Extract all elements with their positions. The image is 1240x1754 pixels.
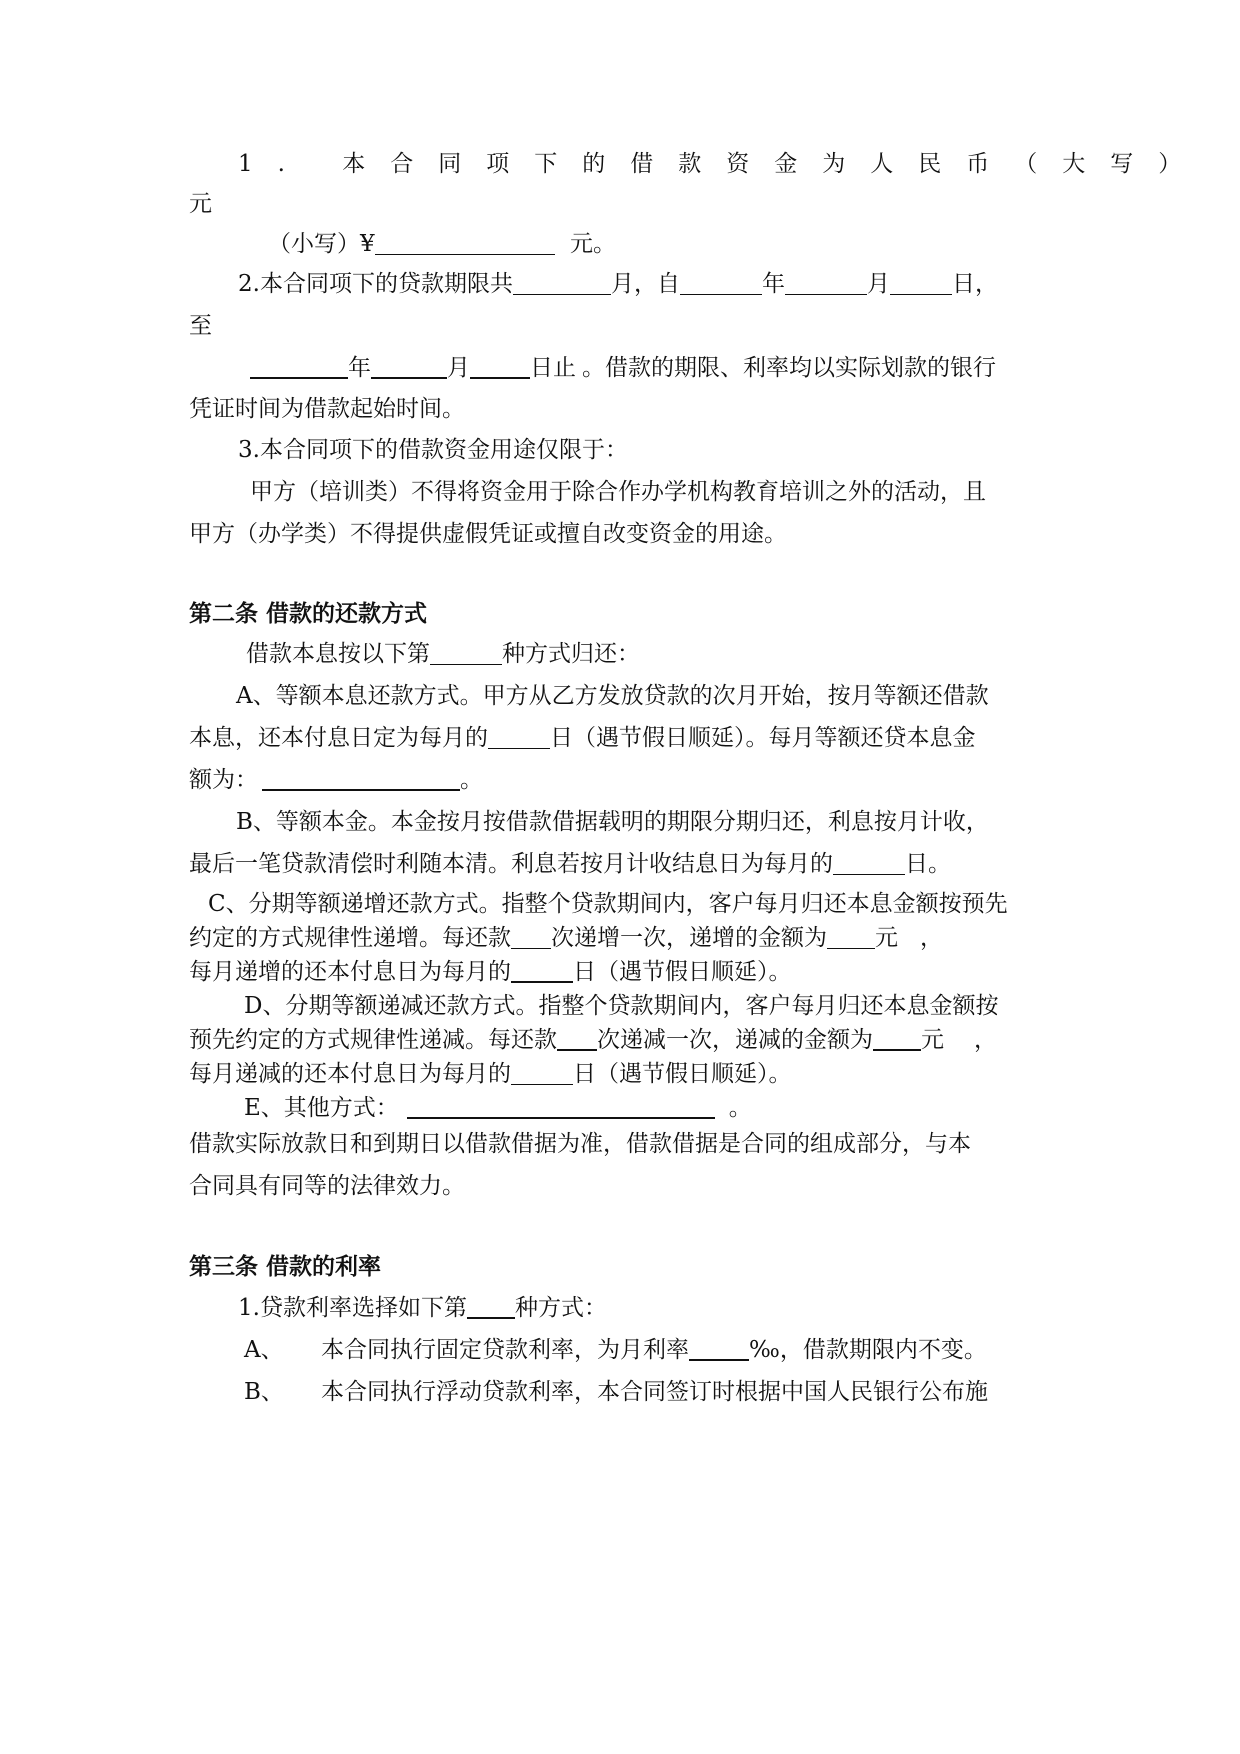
article-3-heading-text: 第三条 借款的利率 bbox=[189, 1254, 382, 1280]
purpose-restriction-1: 甲方（培训类）不得将资金用于除合作办学机构教育培训之外的活动，且 bbox=[250, 479, 986, 505]
term-prefix: 2.本合同项下的贷款期限共 bbox=[238, 271, 513, 297]
method-b-text-2-suffix: 日。 bbox=[905, 851, 951, 877]
start-month-blank[interactable] bbox=[785, 272, 867, 295]
rate-a-prefix: 本合同执行固定贷款利率，为月利率 bbox=[321, 1337, 689, 1363]
amount-yuan: 元 bbox=[189, 191, 212, 217]
method-e-text-prefix: E、其他方式： bbox=[244, 1095, 399, 1121]
method-d-text-2-prefix: 预先约定的方式规律性递减。每还款 bbox=[189, 1027, 557, 1053]
method-c-count-blank[interactable] bbox=[511, 926, 551, 949]
purpose-restriction-2: 甲方（办学类）不得提供虚假凭证或擅自改变资金的用途。 bbox=[189, 521, 787, 547]
method-a-text-2-suffix: 日（遇节假日顺延）。每月等额还贷本息金 bbox=[550, 725, 976, 751]
start-month-label: 月 bbox=[866, 271, 890, 297]
article-2-heading-text: 第二条 借款的还款方式 bbox=[189, 601, 428, 627]
rate-a-suffix: ‰，借款期限内不变。 bbox=[749, 1337, 987, 1363]
start-day-label: 日， bbox=[951, 271, 998, 297]
end-year-blank[interactable] bbox=[250, 355, 348, 379]
term-month-from: 月，自 bbox=[610, 271, 680, 297]
term-line bbox=[238, 268, 1109, 300]
repay-intro-prefix: 借款本息按以下第 bbox=[246, 641, 430, 667]
term-end-line bbox=[250, 352, 1121, 384]
method-c-text-2-comma: ， bbox=[920, 925, 943, 951]
amount-line bbox=[238, 148, 1207, 180]
method-b-text-1: B、等额本金。本金按月按借款借据载明的期限分期归还，利息按月计收， bbox=[236, 809, 989, 835]
method-e-line bbox=[244, 1092, 1115, 1124]
method-c-day-blank[interactable] bbox=[511, 959, 573, 983]
closing-line-2 bbox=[189, 1170, 1060, 1202]
purpose-line bbox=[238, 434, 1109, 466]
method-d-line-2 bbox=[189, 1024, 1060, 1056]
method-c-line-3 bbox=[189, 956, 1060, 988]
method-e-blank[interactable] bbox=[407, 1095, 715, 1119]
amount-small-suffix: 元。 bbox=[569, 231, 616, 257]
start-year-blank[interactable] bbox=[680, 272, 762, 295]
method-c-line-2 bbox=[189, 922, 1060, 954]
repay-intro-line bbox=[246, 638, 1117, 670]
method-a-text-2-prefix: 本息，还本付息日定为每月的 bbox=[189, 725, 488, 751]
rate-b-label: B、 bbox=[244, 1379, 284, 1405]
amount-yuan-line bbox=[189, 188, 1060, 220]
term-months-blank[interactable] bbox=[513, 272, 611, 295]
method-b-line-2 bbox=[189, 848, 1060, 880]
method-a-day-blank[interactable] bbox=[488, 726, 550, 749]
rate-a-line bbox=[244, 1334, 1115, 1366]
rate-b-text: 本合同执行浮动贷款利率，本合同签订时根据中国人民银行公布施 bbox=[321, 1379, 988, 1405]
method-d-count-blank[interactable] bbox=[557, 1027, 597, 1051]
method-c-text-2-suffix: 元 bbox=[875, 925, 898, 951]
method-b-text-2-prefix: 最后一笔贷款清偿时利随本清。利息若按月计收结息日为每月的 bbox=[189, 851, 833, 877]
method-a-text-1: A、等额本息还款方式。甲方从乙方发放贷款的次月开始，按月等额还借款 bbox=[236, 683, 989, 709]
method-d-day-blank[interactable] bbox=[511, 1062, 573, 1085]
rate-a-body bbox=[321, 1334, 987, 1366]
method-c-text-1: C、分期等额递增还款方式。指整个贷款期间内，客户每月归还本息金额按预先 bbox=[208, 891, 1008, 917]
rate-method-blank[interactable] bbox=[467, 1295, 515, 1319]
purpose-restriction-line-1 bbox=[250, 476, 1121, 508]
amount-small-line bbox=[268, 228, 1139, 260]
method-a-text-3-suffix: 。 bbox=[460, 767, 483, 793]
end-year-label: 年 bbox=[348, 355, 371, 381]
rate-b-line bbox=[244, 1376, 1115, 1408]
method-c-text-3-suffix: 日（遇节假日顺延）。 bbox=[573, 959, 792, 985]
method-d-text-1: D、分期等额递减还款方式。指整个贷款期间内，客户每月归还本息金额按 bbox=[244, 993, 999, 1019]
method-c-text-2-prefix: 约定的方式规律性递增。每还款 bbox=[189, 925, 511, 951]
method-d-text-2-suffix: 元 bbox=[921, 1027, 944, 1053]
start-year-label: 年 bbox=[761, 271, 785, 297]
start-day-blank[interactable] bbox=[890, 272, 952, 295]
term-start-line bbox=[189, 393, 1060, 425]
rate-select-suffix: 种方式： bbox=[514, 1295, 607, 1321]
method-a-line-2 bbox=[189, 722, 1060, 754]
closing-line-1 bbox=[189, 1128, 1060, 1160]
rate-a-label: A、 bbox=[244, 1337, 284, 1363]
method-d-amount-blank[interactable] bbox=[873, 1027, 921, 1051]
method-b-line-1 bbox=[236, 806, 1107, 838]
rate-a-monthly-blank[interactable] bbox=[689, 1337, 749, 1361]
end-day-label: 日止 bbox=[530, 355, 576, 381]
method-a-amount-blank[interactable] bbox=[262, 767, 460, 791]
article-2-heading bbox=[189, 598, 1060, 630]
method-c-amount-blank[interactable] bbox=[827, 926, 875, 949]
term-to-line bbox=[189, 310, 1060, 342]
method-d-text-2-mid: 次递减一次，递减的金额为 bbox=[597, 1027, 873, 1053]
article-3-heading bbox=[189, 1251, 1060, 1283]
method-c-text-3-prefix: 每月递增的还本付息日为每月的 bbox=[189, 959, 511, 985]
end-day-blank[interactable] bbox=[470, 355, 530, 379]
rate-select-prefix: 1.贷款利率选择如下第 bbox=[238, 1295, 467, 1321]
method-a-text-3-prefix: 额为： bbox=[189, 767, 258, 793]
amount-small-blank[interactable] bbox=[375, 232, 555, 255]
term-start-text: 凭证时间为借款起始时间。 bbox=[189, 396, 465, 422]
purpose-text: 3.本合同项下的借款资金用途仅限于： bbox=[238, 437, 628, 463]
method-d-text-2-comma: ， bbox=[974, 1027, 997, 1053]
method-d-text-3-suffix: 日（遇节假日顺延）。 bbox=[573, 1061, 792, 1087]
rate-select-line bbox=[238, 1292, 1109, 1324]
closing-text-1: 借款实际放款日和到期日以借款借据为准，借款借据是合同的组成部分，与本 bbox=[189, 1131, 971, 1157]
purpose-restriction-line-2 bbox=[189, 518, 1060, 550]
method-d-text-3-prefix: 每月递减的还本付息日为每月的 bbox=[189, 1061, 511, 1087]
amount-label: 1. 本合同项下的借款资金为人民币（大写） bbox=[238, 151, 1207, 177]
repay-intro-suffix: 种方式归还： bbox=[502, 641, 640, 667]
method-d-line-1 bbox=[244, 990, 1115, 1022]
end-month-label: 月 bbox=[447, 355, 470, 381]
method-c-text-2-mid: 次递增一次，递增的金额为 bbox=[551, 925, 827, 951]
method-c-line-1 bbox=[208, 888, 1079, 920]
term-to: 至 bbox=[189, 313, 212, 339]
repay-method-blank[interactable] bbox=[430, 642, 502, 665]
term-end-rest: 。借款的期限、利率均以实际划款的银行 bbox=[582, 355, 996, 381]
method-d-line-3 bbox=[189, 1058, 1060, 1090]
method-e-text-suffix: 。 bbox=[728, 1095, 752, 1121]
method-a-line-1 bbox=[236, 680, 1107, 712]
end-month-blank[interactable] bbox=[371, 355, 447, 379]
method-a-line-3 bbox=[189, 764, 1060, 796]
closing-text-2: 合同具有同等的法律效力。 bbox=[189, 1173, 465, 1199]
amount-small-label: （小写）¥ bbox=[268, 231, 375, 257]
method-b-day-blank[interactable] bbox=[833, 852, 905, 875]
